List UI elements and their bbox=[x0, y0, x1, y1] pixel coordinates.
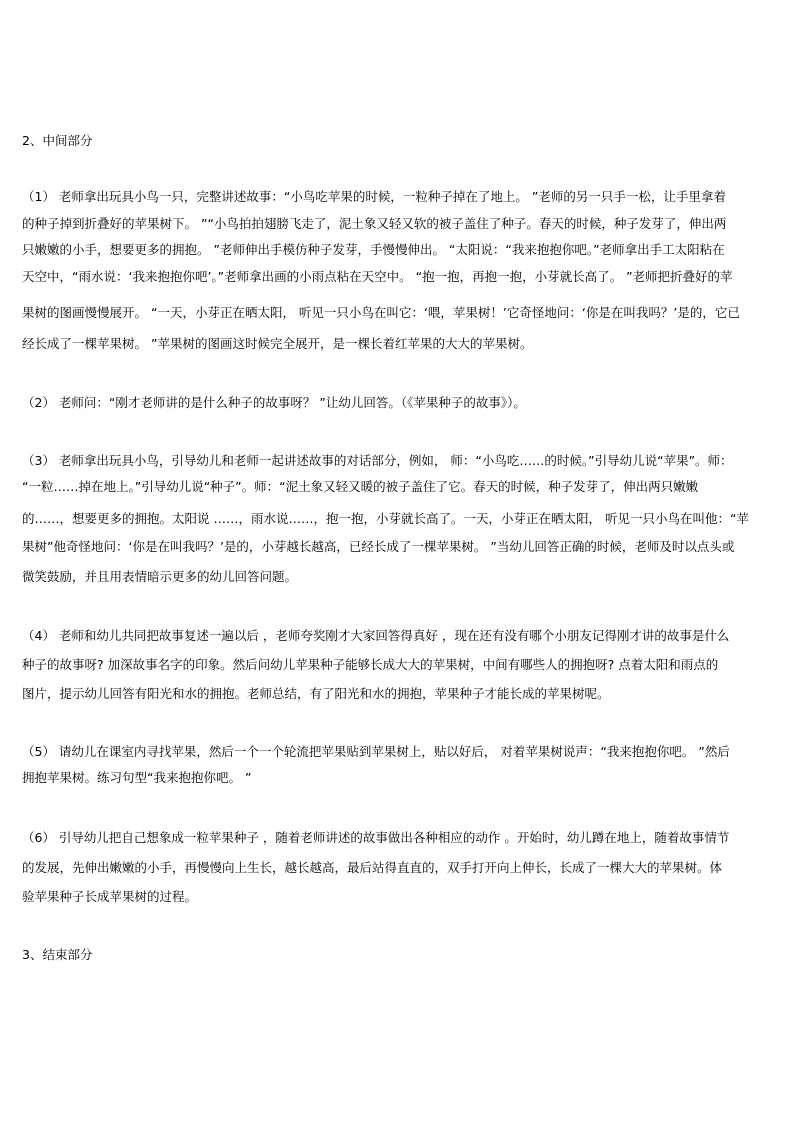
paragraph-line: （6） 引导幼儿把自己想象成一粒苹果种子 ，随着老师讲述的故事做出各种相应的动作 。开始时，幼儿蹲在地上，随着故事情节 bbox=[22, 830, 730, 845]
paragraph-line: （2） 老师问：“刚才老师讲的是什么种子的故事呀？ ”让幼儿回答。（《苹果种子的故事》）。 bbox=[22, 395, 526, 410]
paragraph-line: 经长成了一棵苹果树。 ”苹果树的图画这时候完全展开，是一棵长着红苹果的大大的苹果树。 bbox=[22, 336, 533, 351]
paragraph-line: 天空中，“雨水说：‘我来抱抱你吧’。”老师拿出画的小雨点粘在天空中。 “抱一抱，再抱一抱，小芽就长高了。 ”老师把折叠好的苹 bbox=[22, 269, 733, 284]
paragraph-line: 验苹果种子长成苹果树的过程。 bbox=[22, 889, 198, 904]
section-heading: 3、结束部分 bbox=[22, 947, 93, 962]
paragraph-line: 的……，想要更多的拥抱。太阳说 ……，雨水说……，抱一抱，小芽就长高了。一天，小芽正在晒太阳， 听见一只小鸟在叫他：“苹 bbox=[22, 511, 749, 526]
paragraph-line: 果树的图画慢慢展开。 “一天，小芽正在晒太阳， 听见一只小鸟在叫它：‘喂，苹果树！’它奇怪地问：‘你是在叫我吗？’是的，它已 bbox=[22, 305, 740, 320]
paragraph-line: （1） 老师拿出玩具小鸟一只，完整讲述故事：“小鸟吃苹果的时候，一粒种子掉在了地上。 ”老师的另一只手一松，让手里拿着 bbox=[22, 189, 726, 204]
paragraph-line: 微笑鼓励，并且用表情暗示更多的幼儿回答问题。 bbox=[22, 569, 298, 584]
paragraph-line: 只嫩嫩的小手，想要更多的拥抱。 ”老师伸出手模仿种子发芽，手慢慢伸出。 “太阳说：“我来抱抱你吧。”老师拿出手工太阳粘在 bbox=[22, 242, 725, 257]
paragraph-line: 的种子掉到折叠好的苹果树下。 ”“小鸟拍拍翅膀飞走了，泥土象又轻又软的被子盖住了种子。春天的时候，种子发芽了，伸出两 bbox=[22, 216, 727, 231]
paragraph-line: 种子的故事呀? 加深故事名字的印象。然后问幼儿苹果种子能够长成大大的苹果树，中间有哪些人的拥抱呀? 点着太阳和雨点的 bbox=[22, 657, 719, 672]
section-heading: 2、中间部分 bbox=[22, 133, 93, 148]
paragraph-line: 果树”他奇怪地问：‘你是在叫我吗？’是的，小芽越长越高，已经长成了一棵苹果树。 ”当幼儿回答正确的时候，老师及时以点头或 bbox=[22, 539, 735, 554]
paragraph-line: 的发展，先伸出嫩嫩的小手，再慢慢向上生长，越长越高，最后站得直直的，双手打开向上伸长，长成了一棵大大的苹果树。体 bbox=[22, 860, 723, 875]
paragraph-line: “一粒……掉在地上。”引导幼儿说“种子”。师：“泥土象又轻又暖的被子盖住了它。春天的时候，种子发芽了，伸出两只嫩嫩 bbox=[22, 479, 699, 494]
paragraph-line: （5） 请幼儿在课室内寻找苹果，然后一个一个轮流把苹果贴到苹果树上，贴以好后， 对着苹果树说声：“我来抱抱你吧。 ”然后 bbox=[22, 744, 730, 759]
paragraph-line: 图片，提示幼儿回答有阳光和水的拥抱。老师总结，有了阳光和水的拥抱，苹果种子才能长成的苹果树呢。 bbox=[22, 686, 610, 701]
paragraph-line: （3） 老师拿出玩具小鸟，引导幼儿和老师一起讲述故事的对话部分，例如， 师：“小鸟吃……的时候。”引导幼儿说“苹果”。师： bbox=[22, 453, 733, 468]
paragraph-line: （4） 老师和幼儿共同把故事复述一遍以后 ，老师夸奖刚才大家回答得真好 ，现在还有没有哪个小朋友记得刚才讲的故事是什么 bbox=[22, 628, 730, 643]
paragraph-line: 拥抱苹果树。练习句型“我来抱抱你吧。 ” bbox=[22, 770, 252, 785]
